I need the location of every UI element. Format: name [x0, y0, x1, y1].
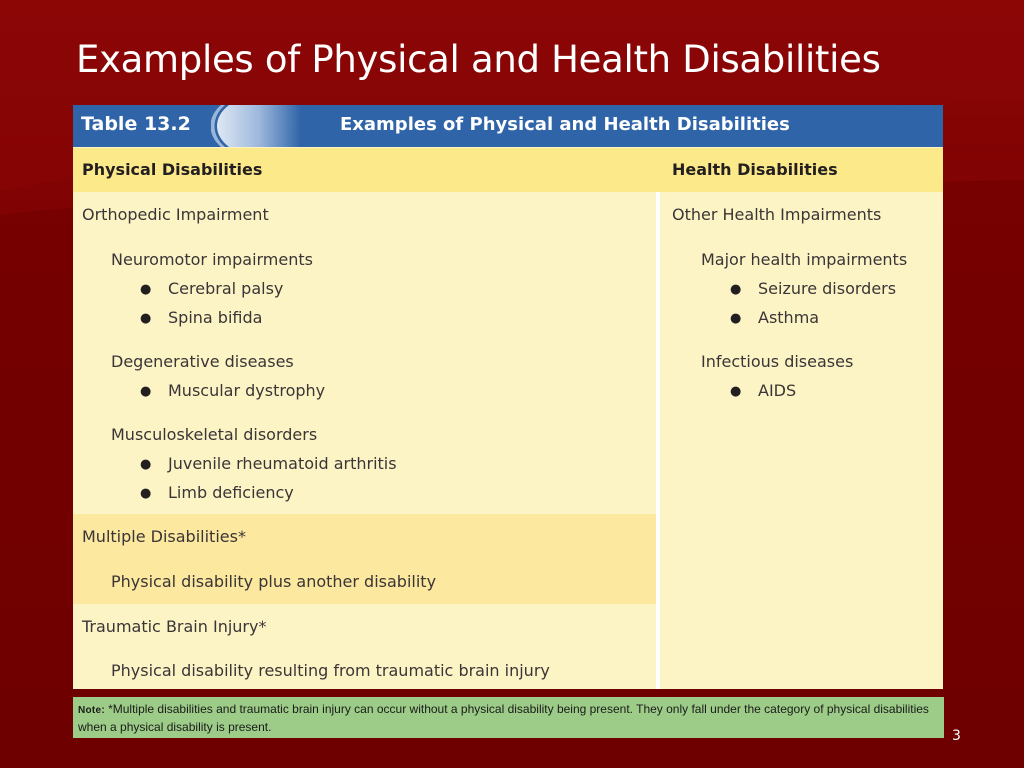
category-orthopedic: Orthopedic Impairment [82, 205, 269, 224]
subcategory-infectious: Infectious diseases [701, 352, 854, 371]
category-tbi: Traumatic Brain Injury* [82, 617, 267, 636]
column-header-health: Health Disabilities [672, 160, 838, 179]
table-caption: Examples of Physical and Health Disabilities [340, 114, 790, 135]
list-item: Limb deficiency [168, 483, 294, 502]
column-header-row [73, 148, 943, 192]
subcategory-degenerative: Degenerative diseases [111, 352, 294, 371]
category-tbi-description: Physical disability resulting from traumatic brain injury [111, 661, 550, 680]
subcategory-major-health: Major health impairments [701, 250, 908, 269]
list-item: Cerebral palsy [168, 279, 284, 298]
list-item: Asthma [758, 308, 820, 327]
list-item: AIDS [758, 381, 797, 400]
table-header-bar [73, 105, 943, 147]
table-note [73, 697, 944, 738]
list-item: Spina bifida [168, 308, 263, 327]
list-item: Muscular dystrophy [168, 381, 326, 400]
header-swoosh-icon [211, 105, 301, 147]
subcategory-neuromotor: Neuromotor impairments [111, 250, 313, 269]
bullet-icon: ● [730, 311, 742, 326]
category-multiple: Multiple Disabilities* [82, 527, 246, 546]
bullet-icon: ● [140, 486, 152, 501]
bullet-icon: ● [730, 282, 742, 297]
slide-title: Examples of Physical and Health Disabilities [76, 38, 881, 81]
note-label: Note: [78, 705, 106, 716]
note-paragraph [78, 701, 942, 736]
bullet-icon: ● [140, 282, 152, 297]
column-divider [656, 192, 660, 689]
list-item: Seizure disorders [758, 279, 897, 298]
bullet-icon: ● [140, 311, 152, 326]
bullet-icon: ● [140, 384, 152, 399]
note-body: *Multiple disabilities and traumatic brain injury can occur without a physical disability being present. They only fall under the category of physical disabilities when a physical disability is present. [78, 702, 929, 734]
category-multiple-description: Physical disability plus another disability [111, 572, 437, 591]
bullet-icon: ● [140, 457, 152, 472]
column-header-physical: Physical Disabilities [82, 160, 263, 179]
subcategory-musculoskeletal: Musculoskeletal disorders [111, 425, 318, 444]
list-item: Juvenile rheumatoid arthritis [168, 454, 397, 473]
bullet-icon: ● [730, 384, 742, 399]
category-other-health: Other Health Impairments [672, 205, 882, 224]
table-label: Table 13.2 [81, 113, 191, 135]
page-number: 3 [952, 728, 961, 744]
disabilities-table [73, 105, 943, 689]
